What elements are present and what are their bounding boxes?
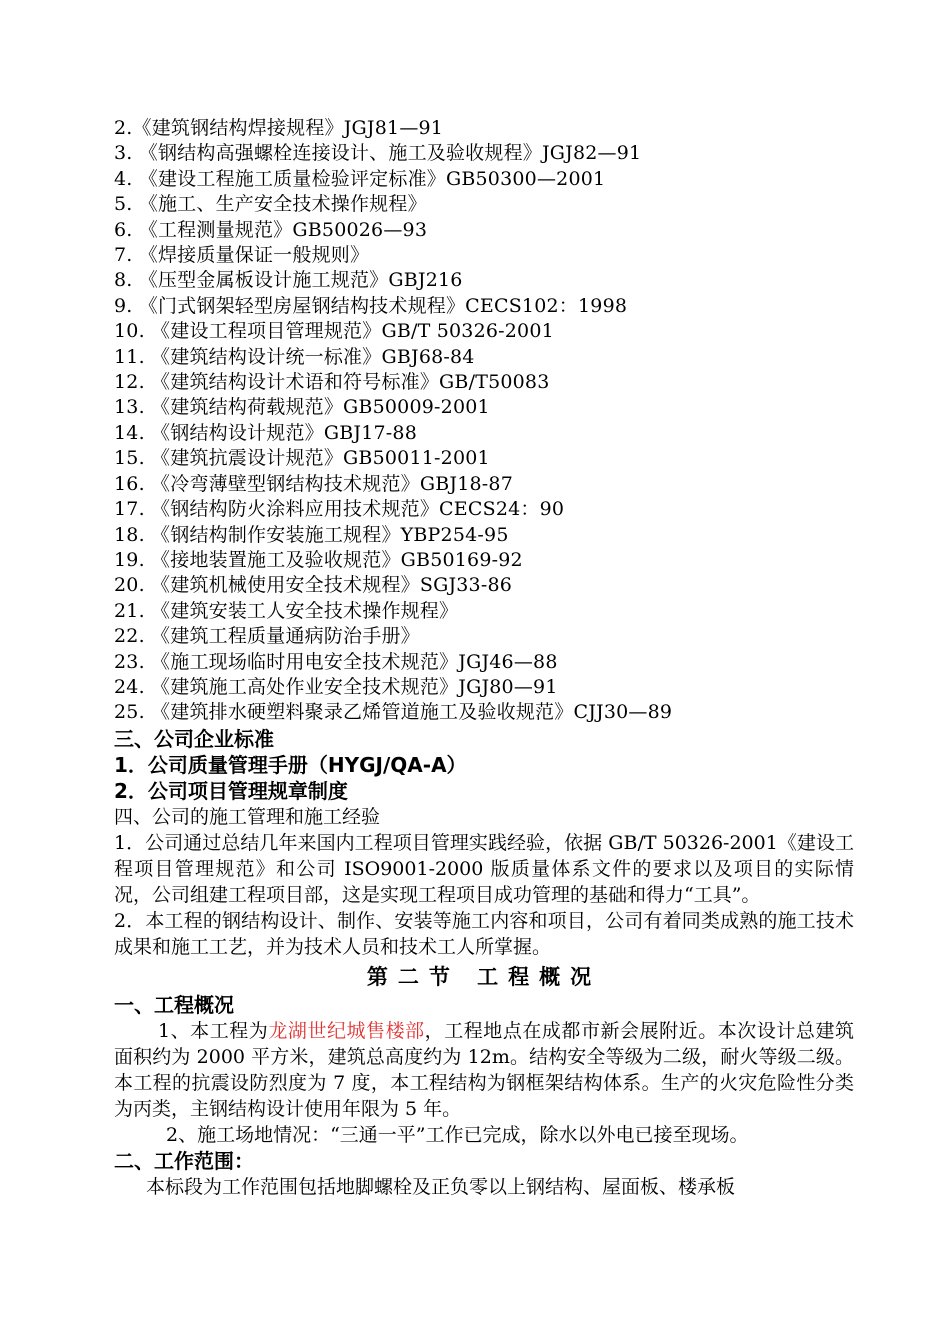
experience-paragraph-2: 2．本工程的钢结构设计、制作、安装等施工内容和项目，公司有着同类成熟的施工技术成果和施工工艺，并为技术人员和技术工人所掌握。 bbox=[114, 909, 854, 958]
overview-prefix: 1、本工程为 bbox=[158, 1019, 269, 1042]
document-body bbox=[114, 116, 854, 1200]
list-item: 14. 《钢结构设计规范》GBJ17-88 bbox=[114, 421, 417, 444]
list-item: 10. 《建设工程项目管理规范》GB/T 50326-2001 bbox=[114, 320, 554, 343]
list-item: 19. 《接地装置施工及验收规范》GB50169-92 bbox=[114, 548, 523, 571]
overview-heading: 一、工程概况 bbox=[114, 992, 234, 1017]
list-item: 21. 《建筑安装工人安全技术操作规程》 bbox=[114, 599, 459, 622]
scope-heading: 二、工作范围： bbox=[114, 1148, 254, 1173]
project-name: 龙湖世纪城售楼部 bbox=[268, 1019, 425, 1042]
quality-manual-item: 1．公司质量管理手册（HYGJ/QA-A） bbox=[114, 752, 467, 777]
list-item: 17. 《钢结构防火涂料应用技术规范》CECS24：90 bbox=[114, 498, 565, 521]
list-item: 22. 《建筑工程质量通病防治手册》 bbox=[114, 625, 420, 648]
list-item: 24. 《建筑施工高处作业安全技术规范》JGJ80—91 bbox=[114, 675, 558, 698]
standards-list bbox=[114, 116, 854, 726]
list-item: 6. 《工程测量规范》GB50026—93 bbox=[114, 218, 428, 241]
list-item: 9. 《门式钢架轻型房屋钢结构技术规程》CECS102：1998 bbox=[114, 294, 628, 317]
section-title: 第二节 工程概况 bbox=[366, 964, 602, 989]
list-item: 8. 《压型金属板设计施工规范》GBJ216 bbox=[114, 269, 463, 292]
list-item: 7. 《焊接质量保证一般规则》 bbox=[114, 244, 370, 267]
project-rules-item: 2．公司项目管理规章制度 bbox=[114, 778, 348, 803]
list-item: 23. 《施工现场临时用电安全技术规范》JGJ46—88 bbox=[114, 650, 558, 673]
overview-paragraph-1 bbox=[114, 1018, 854, 1122]
overview-suffix: ，工程地点在成都市新会展附近。本次设计总建筑面积约为 2000 平方米，建筑总高度约为 12m。结构安全等级为二级，耐火等级二级。本工程的抗震设防烈度为 7 度，本工程结构为钢框架结构体系。生产的火灾危险性分类为丙类，主钢结构设计使用年限为 5 年。 bbox=[114, 1019, 854, 1120]
list-item: 3. 《钢结构高强螺栓连接设计、施工及验收规程》JGJ82—91 bbox=[114, 142, 642, 165]
list-item: 11. 《建筑结构设计统一标准》GBJ68-84 bbox=[114, 345, 475, 368]
list-item: 5. 《施工、生产安全技术操作规程》 bbox=[114, 193, 427, 216]
list-item: 2.《建筑钢结构焊接规程》JGJ81—91 bbox=[114, 117, 444, 139]
overview-paragraph-2: 2、施工场地情况：“三通一平”工作已完成，除水以外电已接至现场。 bbox=[166, 1123, 749, 1146]
scope-paragraph: 本标段为工作范围包括地脚螺栓及正负零以上钢结构、屋面板、楼承板 bbox=[146, 1175, 736, 1198]
list-item: 4. 《建设工程施工质量检验评定标准》GB50300—2001 bbox=[114, 167, 606, 190]
list-item: 16. 《冷弯薄壁型钢结构技术规范》GBJ18-87 bbox=[114, 472, 513, 495]
list-item: 13. 《建筑结构荷载规范》GB50009-2001 bbox=[114, 396, 490, 419]
company-standards-heading: 三、公司企业标准 bbox=[114, 726, 274, 751]
list-item: 20. 《建筑机械使用安全技术规程》SGJ33-86 bbox=[114, 574, 513, 597]
list-item: 12. 《建筑结构设计术语和符号标准》GB/T50083 bbox=[114, 371, 550, 394]
experience-heading: 四、公司的施工管理和施工经验 bbox=[114, 805, 381, 828]
list-item: 25. 《建筑排水硬塑料聚录乙烯管道施工及验收规范》CJJ30—89 bbox=[114, 701, 673, 724]
list-item: 18. 《钢结构制作安装施工规程》YBP254-95 bbox=[114, 523, 509, 546]
experience-paragraph-1: 1．公司通过总结几年来国内工程项目管理实践经验，依据 GB/T 50326-2001《建设工程项目管理规范》和公司 ISO9001-2000 版质量体系文件的要求以及项目的实际情况，公司组建工程项目部，这是实现工程项目成功管理的基础和得力“工具”。 bbox=[114, 831, 854, 906]
list-item: 15. 《建筑抗震设计规范》GB50011-2001 bbox=[114, 447, 490, 470]
